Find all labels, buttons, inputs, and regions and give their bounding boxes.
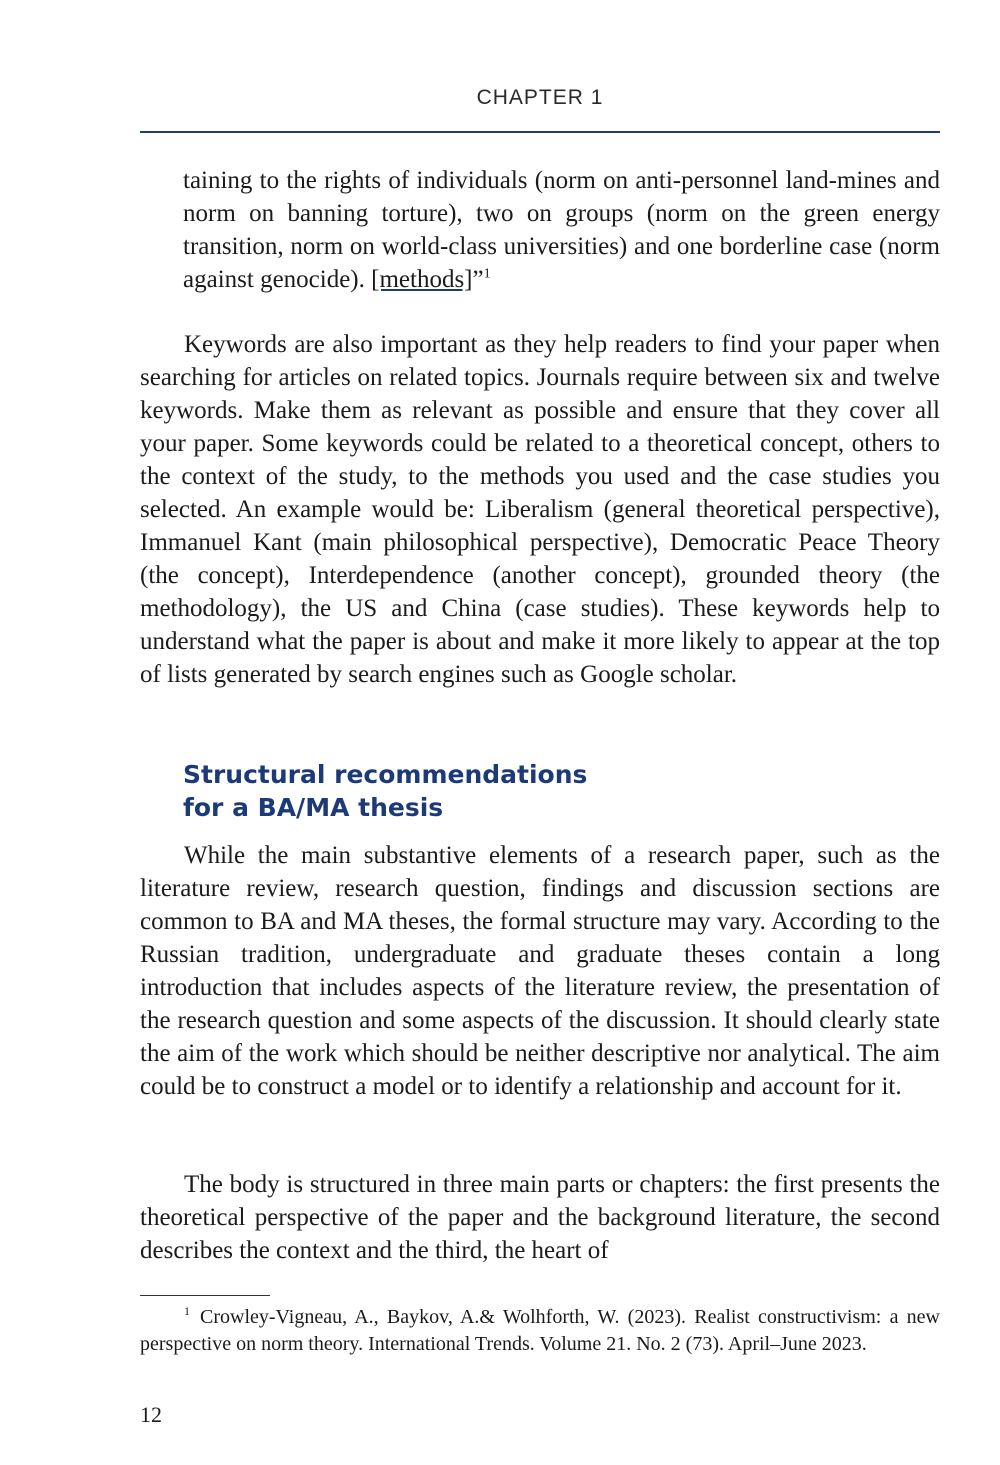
section-heading bbox=[183, 758, 783, 824]
methods-link[interactable]: [methods] bbox=[371, 266, 473, 293]
footnote-reference[interactable]: 1 bbox=[483, 266, 491, 282]
header-divider bbox=[140, 131, 940, 133]
page-number: 12 bbox=[140, 1402, 162, 1427]
running-head: CHAPTER 1 bbox=[476, 86, 604, 109]
body-structure-paragraph: The body is structured in three main parts or chapters: the first presents the theoretical perspective of the paper and the background literature, the second describes the context and the third, the heart of bbox=[140, 1171, 940, 1264]
section-heading-line-1: Structural recommendations bbox=[183, 760, 588, 789]
closing-quote: ” bbox=[472, 266, 484, 293]
footnote-mark: 1 bbox=[184, 1304, 190, 1319]
main-elements-paragraph: While the main substantive elements of a research paper, such as the literature review, research question, findings and discussion sections are common to BA and MA theses, the formal structure may vary. According to the Russian tradition, undergraduate and graduate theses contain a long introduction that includes aspects of the literature review, the presentation of the research question and some aspects of the discussion. It should clearly state the aim of the work which should be neither descriptive nor analytical. The aim could be to construct a model or to identify a relationship and account for it. bbox=[140, 842, 940, 1100]
quote-text: taining to the rights of individuals (norm on anti-personnel land-mines and norm on banning torture), two on groups (norm on the green energy transition, norm on world-class universities) and one borderline case (norm against genocide). bbox=[183, 167, 940, 293]
footnote bbox=[140, 1304, 940, 1358]
keywords-paragraph: Keywords are also important as they help readers to find your paper when searching for articles on related topics. Journals require between six and twelve keywords. Make them as relevant as possible and ensure that they cover all your paper. Some keywords could be related to a theoretical concept, others to the context of the study, to the methods you used and the case studies you selected. An example would be: Liberalism (general theoretical perspective), Immanuel Kant (main philosophical perspective), Democratic Peace Theory (the concept), Interdependence (another concept), grounded theory (the methodology), the US and China (case studies). These keywords help to understand what the paper is about and make it more likely to appear at the top of lists generated by search engines such as Google scholar. bbox=[140, 331, 940, 688]
quote-continuation bbox=[183, 164, 940, 296]
section-heading-line-2: for a BA/MA thesis bbox=[183, 793, 444, 822]
footnote-divider bbox=[140, 1295, 270, 1296]
footnote-text: Crowley-Vigneau, A., Baykov, A.& Wolhforth, W. (2023). Realist constructivism: a new perspective on norm theory. International Trends. Volume 21. No. 2 (73). April–June 2023. bbox=[140, 1306, 940, 1355]
